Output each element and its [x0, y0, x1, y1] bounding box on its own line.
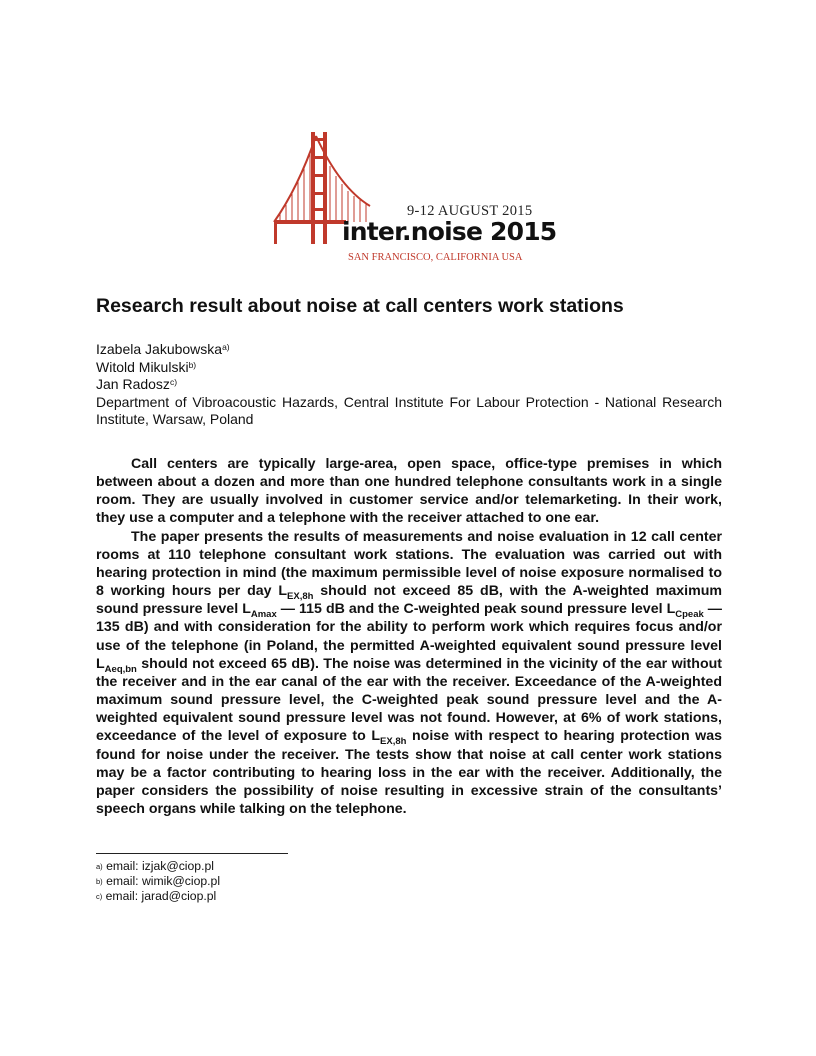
- abstract: [96, 455, 722, 818]
- footnote-separator: [96, 853, 288, 854]
- author-mark: b): [188, 359, 197, 370]
- author-line: [96, 376, 722, 394]
- footnotes: [96, 859, 220, 905]
- author-mark: c): [169, 377, 178, 388]
- footnote-item: $^{b)}$ email: wimik@ciop.pl: [96, 874, 221, 889]
- abstract-paragraph-1: Call centers are typically large-area, open space, office-type premises in which between about a dozen and more than one hundred telephone consultants work in a single room. They are usually involved in customer service and/or telemarketing. In their work, they use a computer and a telephone with the receiver attached to one ear.: [96, 456, 722, 527]
- conference-dates: 9-12 AUGUST 2015: [407, 203, 533, 219]
- footnote-item: $^{a)}$ email: izjak@ciop.pl: [96, 859, 214, 873]
- footnote-item: $^{c)}$ email: jarad@ciop.pl: [96, 889, 217, 904]
- conference-brand: inter.noise 2015: [342, 217, 557, 246]
- affiliation: Department of Vibroacoustic Hazards, Central Institute For Labour Protection - National Research Institute, Warsaw, Poland: [96, 393, 722, 428]
- author-name: Jan Radosz: [96, 376, 170, 393]
- golden-gate-bridge-icon: [270, 128, 550, 268]
- abstract-paragraph-2: The paper presents the results of measurements and noise evaluation in 12 call center rooms at 110 telephone consultant work stations. The evaluation was carried out with hearing protection in mind (the maximum permissible level of noise exposure normalised to 8 working hours per day $L_{EX,8h}$ should not exceed 85 dB, with the A-weighted maximum sound pressure level $L_{Amax}$ — 115 dB and the C-weighted peak sound pressure level $L_{Cpeak}$ — 135 dB) and with consideration for the ability to perform work which requires focus and/or use of the telephone (in Poland, the permitted A-weighted equivalent sound pressure level $L_{Aeq,bn}$ should not exceed 65 dB). The noise was determined in the vicinity of the ear without the receiver and in the ear canal of the ear with the receiver. Exceedance of the A-weighted maximum sound pressure level, the C-weighted peak sound pressure level and the A-weighted equivalent sound pressure level was not found. However, at 6% of work stations, exceedance of the level of exposure to $L_{EX,8h}$ noise with respect to hearing protection was found for noise under the receiver. The tests show that noise at call center work stations may be a factor contributing to hearing loss in the ear with the receiver. Additionally, the paper considers the possibility of noise resulting in excessive strain of the consultants’ speech organs while talking on the telephone.: [96, 528, 722, 817]
- author-mark: a): [222, 342, 230, 352]
- author-line: [96, 359, 722, 377]
- author-block: [96, 341, 722, 429]
- author-name: Izabela Jakubowska: [96, 341, 223, 357]
- author-name: Witold Mikulski: [96, 358, 189, 375]
- conference-location: SAN FRANCISCO, CALIFORNIA USA: [348, 252, 523, 263]
- conference-logo: [270, 128, 557, 268]
- author-line: [96, 341, 722, 359]
- paper-title: Research result about noise at call centers work stations: [96, 295, 624, 317]
